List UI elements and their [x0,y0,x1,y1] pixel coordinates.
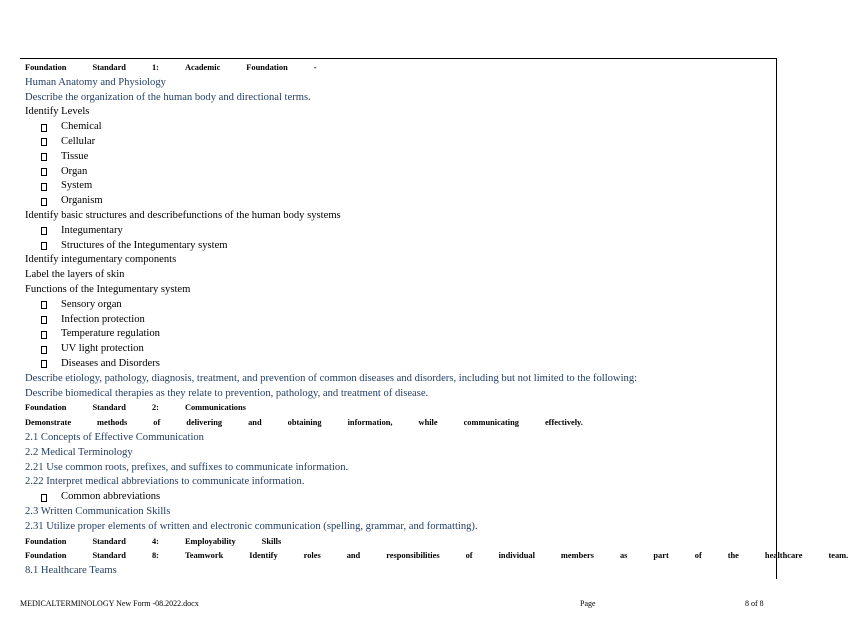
bullet-item [25,224,773,239]
bullet-text: Sensory organ [61,298,122,310]
bullet-icon [41,316,47,324]
footer-page-number: 8 of 8 [745,599,764,608]
heading-word: communicating [463,418,519,428]
heading-word: 4: [151,536,159,546]
heading-word: methods [97,418,128,428]
content-line: Human Anatomy and Physiology [25,76,166,88]
bullet-item [25,313,773,328]
bullet-item [25,120,773,135]
content-line: 2.1 Concepts of Effective Communication [25,431,204,443]
heading-word: Demonstrate [25,418,72,428]
bullet-text: System [61,180,93,192]
heading-word: and [248,418,262,428]
bullet-item [25,150,773,165]
bullet-item [25,298,773,313]
bullet-item [25,165,773,180]
heading-word: delivering [186,418,223,428]
heading-word: obtaining [287,418,322,428]
bullet-icon [41,198,47,206]
bullet-icon [41,183,47,191]
bullet-text: Tissue [61,150,89,162]
standard-heading [25,535,773,550]
section-line: Label the layers of skin [25,269,125,281]
bullet-item [25,179,773,194]
heading-word: of [465,551,473,561]
section-line: Functions of the Integumentary system [25,283,191,295]
bullet-icon [41,168,47,176]
heading-word: - [313,63,317,72]
bullet-text: Integumentary [61,224,123,236]
bullet-icon [41,124,47,132]
heading-word: of [694,551,702,561]
heading-word: healthcare [764,551,803,561]
bullet-icon [41,360,47,368]
heading-word: Standard [92,403,126,413]
bullet-icon [41,227,47,235]
document-body [25,61,848,579]
bullet-icon [41,301,47,309]
bullet-text: Common abbreviations [61,491,161,503]
content-line: 2.3 Written Communication Skills [25,505,171,517]
bullet-item [25,357,773,372]
standard-heading [25,401,773,416]
heading-word: Standard [92,551,126,561]
content-line: Describe etiology, pathology, diagnosis, treatment, and prevention of common diseases and disorders, including but not limited to the following: [25,372,638,384]
bullet-text: Organism [61,195,103,207]
content-line: 2.31 Utilize proper elements of written and electronic communication (spelling, grammar, and formatting). [25,520,478,532]
heading-word: Foundation [25,536,67,546]
bullet-text: Diseases and Disorders [61,357,160,369]
heading-word: Academic [184,63,221,72]
heading-word: as [619,551,628,561]
heading-word: Foundation [25,551,67,561]
document-page [20,58,848,579]
heading-word: and [346,551,361,561]
bullet-icon [41,138,47,146]
bullet-item [25,194,773,209]
bullet-item [25,135,773,150]
content-line: 2.22 Interpret medical abbreviations to communicate information. [25,476,305,488]
heading-word: effectively. [544,418,583,428]
bullet-icon [41,242,47,250]
standard-heading [25,549,848,564]
bullet-item [25,239,773,254]
section-line: Identify integumentary components [25,254,177,266]
bullet-text: Infection protection [61,313,145,325]
footer-page-label: Page [580,599,596,608]
heading-word: Skills [261,536,282,546]
heading-word: Foundation [246,63,288,72]
heading-word: the [727,551,739,561]
heading-word: members [560,551,594,561]
bullet-text: Chemical [61,121,102,133]
heading-word: Communications [184,403,246,413]
bullet-item [25,490,773,505]
section-line: Identify basic structures and describefunctions of the human body systems [25,209,341,221]
heading-word: 2: [151,403,159,413]
heading-word: individual [498,551,535,561]
heading-word: 1: [151,63,159,72]
standard-heading [25,416,773,431]
heading-word: part [653,551,669,561]
bullet-text: Cellular [61,135,96,147]
bullet-icon [41,494,47,502]
heading-word: while [418,418,438,428]
heading-word: Identify [249,551,278,561]
heading-word: information, [347,418,393,428]
heading-word: responsibilities [386,551,440,561]
bullet-text: Structures of the Integumentary system [61,239,228,251]
footer-filename: MEDICALTERMINOLOGY New Form -08.2022.docx [20,599,199,608]
bullet-icon [41,331,47,339]
heading-word: Standard [92,63,126,72]
content-line: 2.2 Medical Terminology [25,446,133,458]
heading-word: Employability [184,536,236,546]
heading-word: Foundation [25,63,67,72]
bullet-item [25,342,773,357]
bullet-text: Temperature regulation [61,328,160,340]
heading-word: Teamwork [184,551,224,561]
bullet-icon [41,153,47,161]
bullet-item [25,327,773,342]
content-line: Describe the organization of the human body and directional terms. [25,91,311,103]
heading-word: Foundation [25,403,67,413]
section-line: Identify Levels [25,106,90,118]
content-line: 8.1 Healthcare Teams [25,565,117,577]
bullet-text: UV light protection [61,343,144,355]
heading-word: of [153,418,161,428]
content-line: Describe biomedical therapies as they relate to prevention, pathology, and treatment of disease. [25,387,429,399]
heading-word: team. [828,551,848,561]
heading-word: Standard [92,536,126,546]
standard-heading [25,61,773,76]
content-line: 2.21 Use common roots, prefixes, and suffixes to communicate information. [25,461,349,473]
heading-word: roles [303,551,321,561]
heading-word: 8: [151,551,159,561]
bullet-icon [41,346,47,354]
bullet-text: Organ [61,165,88,177]
